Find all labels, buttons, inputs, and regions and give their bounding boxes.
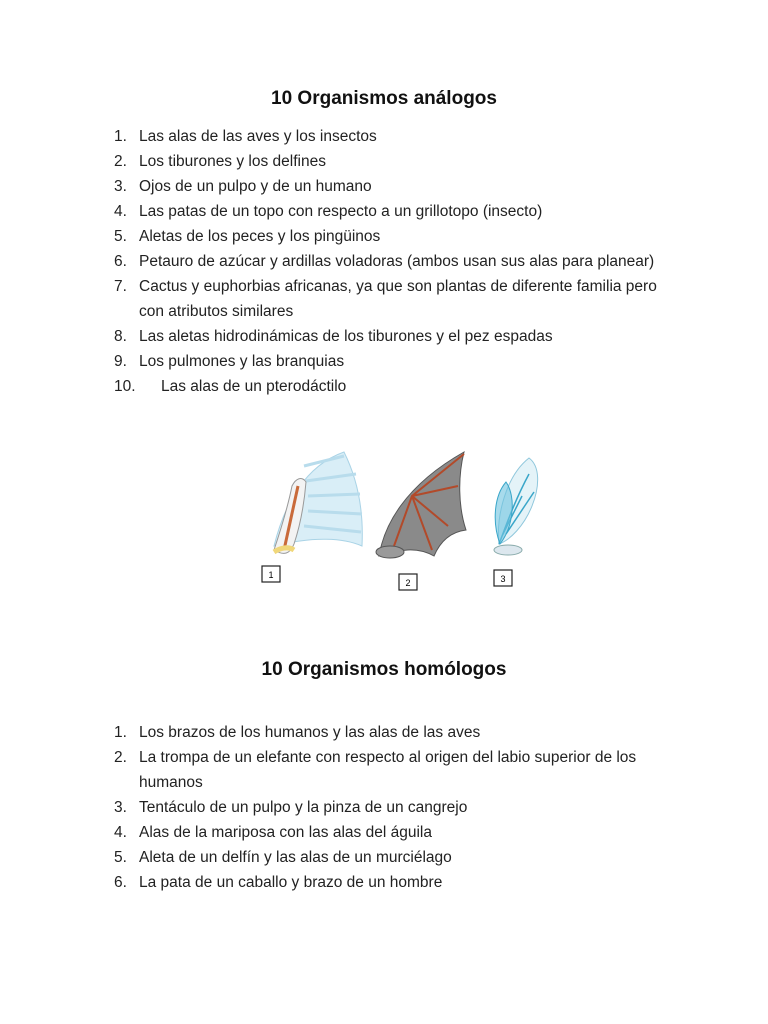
item-number: 7.	[114, 278, 127, 295]
item-text: Ojos de un pulpo y de un humano	[139, 178, 372, 195]
homologos-list	[114, 720, 684, 895]
list-item	[114, 149, 684, 174]
wings-illustration	[244, 446, 544, 596]
item-number: 10.	[114, 378, 136, 395]
figure-label-1: 1	[268, 570, 274, 580]
item-text: Los brazos de los humanos y las alas de las aves	[139, 724, 481, 741]
item-text: Las aletas hidrodinámicas de los tiburones y el pez espadas	[139, 328, 553, 345]
item-number: 3.	[114, 178, 127, 195]
item-text: Cactus y euphorbias africanas, ya que son plantas de diferente familia pero con atributos similares	[139, 278, 657, 320]
item-text: La pata de un caballo y brazo de un hombre	[139, 874, 443, 891]
list-item	[114, 374, 684, 399]
figure-label-3: 3	[500, 574, 506, 584]
item-text: La trompa de un elefante con respecto al origen del labio superior de los humanos	[139, 749, 637, 791]
item-text: Las patas de un topo con respecto a un grillotopo (insecto)	[139, 203, 543, 220]
item-text: Las alas de un pterodáctilo	[161, 378, 347, 395]
item-number: 2.	[114, 153, 127, 170]
analogos-title: 10 Organismos análogos	[271, 88, 497, 109]
item-number: 6.	[114, 253, 127, 270]
item-number: 2.	[114, 749, 127, 766]
list-item	[114, 745, 684, 795]
item-text: Los tiburones y los delfines	[139, 153, 326, 170]
bird-wing-icon	[274, 452, 362, 553]
list-item	[114, 224, 684, 249]
list-item	[114, 124, 684, 149]
list-item	[114, 199, 684, 224]
list-item	[114, 795, 684, 820]
list-item	[114, 274, 684, 324]
item-number: 5.	[114, 849, 127, 866]
homologos-title: 10 Organismos homólogos	[261, 659, 507, 680]
list-item	[114, 720, 684, 745]
item-number: 5.	[114, 228, 127, 245]
list-item	[114, 870, 684, 895]
item-number: 1.	[114, 724, 127, 741]
item-text: Aleta de un delfín y las alas de un murciélago	[139, 849, 452, 866]
list-item	[114, 249, 684, 274]
figure-label-2: 2	[405, 578, 411, 588]
item-number: 1.	[114, 128, 127, 145]
item-number: 3.	[114, 799, 127, 816]
item-text: Tentáculo de un pulpo y la pinza de un cangrejo	[139, 799, 468, 816]
bat-wing-icon	[376, 452, 466, 558]
list-item	[114, 820, 684, 845]
list-item	[114, 845, 684, 870]
item-number: 4.	[114, 824, 127, 841]
list-item	[114, 349, 684, 374]
analogos-list	[114, 124, 684, 399]
item-number: 9.	[114, 353, 127, 370]
item-text: Los pulmones y las branquias	[139, 353, 345, 370]
list-item	[114, 174, 684, 199]
item-number: 6.	[114, 874, 127, 891]
list-item	[114, 324, 684, 349]
item-text: Aletas de los peces y los pingüinos	[139, 228, 381, 245]
item-text: Petauro de azúcar y ardillas voladoras (ambos usan sus alas para planear)	[139, 253, 655, 270]
item-number: 4.	[114, 203, 127, 220]
item-text: Alas de la mariposa con las alas del águila	[139, 824, 432, 841]
item-number: 8.	[114, 328, 127, 345]
item-text: Las alas de las aves y los insectos	[139, 128, 377, 145]
insect-wing-icon	[494, 458, 538, 555]
